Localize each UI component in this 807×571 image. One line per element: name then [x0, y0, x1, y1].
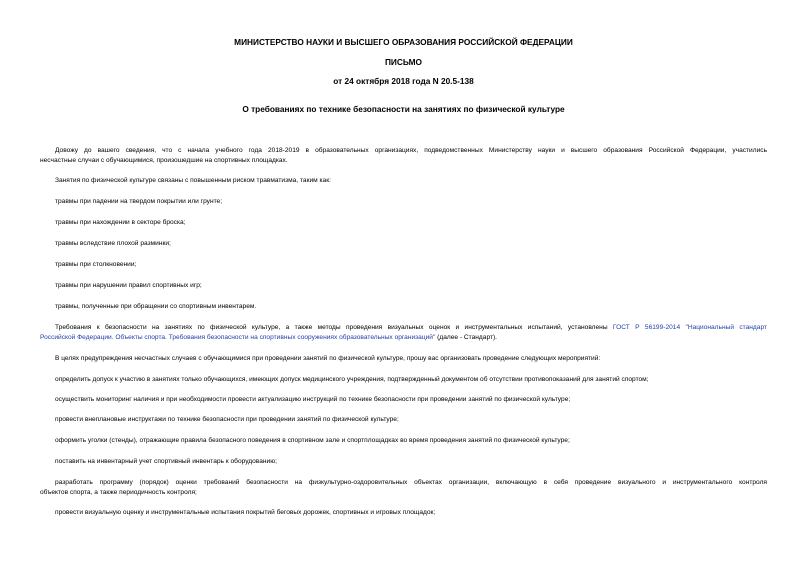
paragraph-intro-line2: несчастные случаи с обучающимися, произошедшие на спортивных площадках.	[40, 157, 288, 164]
list-item-injury: травмы при падении на твердом покрытии или грунте;	[55, 198, 223, 205]
document-type: ПИСЬМО	[384, 57, 423, 67]
paragraph-intro-line1: Довожу до вашего сведения, что с начала учебного года 2018-2019 в образовательных организациях, подведомственных Министерству науки и высшего образования Российской Федерации, участились	[55, 147, 767, 154]
list-item-injury: травмы, полученные при обращении со спортивным инвентарем.	[55, 303, 257, 310]
standard-intro-text: Требования к безопасности на занятиях по физической культуре, а также методы проведения визуальных оценок и инструментальных испытаний, установлены	[55, 324, 613, 331]
document-date-number: от 24 октября 2018 года N 20.5-138	[333, 76, 474, 86]
paragraph-program-line1: разработать программу (порядок) оценки требований безопасности на физкультурно-оздоровительных объектах организации, включающую в себя проведение визуального и инструментального контроля	[55, 479, 767, 486]
list-item-measure: поставить на инвентарный учет спортивный инвентарь к оборудованию;	[55, 458, 278, 465]
list-item-injury: травмы при нарушении правил спортивных игр;	[55, 282, 202, 289]
gost-link[interactable]: ГОСТ Р 56199-2014 "Национальный стандарт	[612, 324, 767, 331]
paragraph-standard-line1	[40, 323, 767, 333]
paragraph-standard-line2	[40, 333, 767, 343]
list-item-measure: осуществить мониторинг наличия и при необходимости провести актуализацию инструкций по технике безопасности при проведении занятий по физической культуре;	[55, 396, 571, 403]
paragraph-measures-intro: В целях предупреждения несчастных случаев с обучающимися при проведении занятий по физической культуре, прошу вас организовать проведение следующих мероприятий:	[55, 355, 601, 362]
document-subject: О требованиях по технике безопасности на занятиях по физической культуре	[242, 104, 565, 114]
standard-suffix-text: (далее - Стандарт).	[435, 334, 498, 341]
paragraph-visual-check: провести визуальную оценку и инструментальные испытания покрытий беговых дорожек, спортивных и игровых площадок;	[55, 509, 436, 516]
paragraph-risks: Занятия по физической культуре связаны с повышенным риском травматизма, таким как:	[55, 177, 331, 184]
list-item-injury: травмы вследствие плохой разминки;	[55, 240, 171, 247]
list-item-measure: определить допуск к участию в занятиях только обучающихся, имеющих допуск медицинского учреждения, подтвержденный документом об отсутствии противопоказаний для занятий спортом;	[55, 376, 649, 383]
ministry-title: МИНИСТЕРСТВО НАУКИ И ВЫСШЕГО ОБРАЗОВАНИЯ РОССИЙСКОЙ ФЕДЕРАЦИИ	[234, 37, 573, 47]
list-item-measure: оформить уголки (стенды), отражающие правила безопасного поведения в спортивном зале и спортплощадках во время проведения занятий по физической культуре;	[55, 437, 570, 444]
list-item-injury: травмы при столкновении;	[55, 261, 137, 268]
paragraph-program-line2: объектов спорта, а также периодичность контроля;	[40, 489, 197, 496]
list-item-measure: провести внеплановые инструктажи по технике безопасности при проведении занятий по физической культуре;	[55, 416, 399, 423]
list-item-injury: травмы при нахождении в секторе броска;	[55, 219, 186, 226]
gost-link-continued[interactable]: Российской Федерации. Объекты спорта. Требования безопасности на спортивных сооружениях образовательных организаций"	[40, 334, 436, 341]
